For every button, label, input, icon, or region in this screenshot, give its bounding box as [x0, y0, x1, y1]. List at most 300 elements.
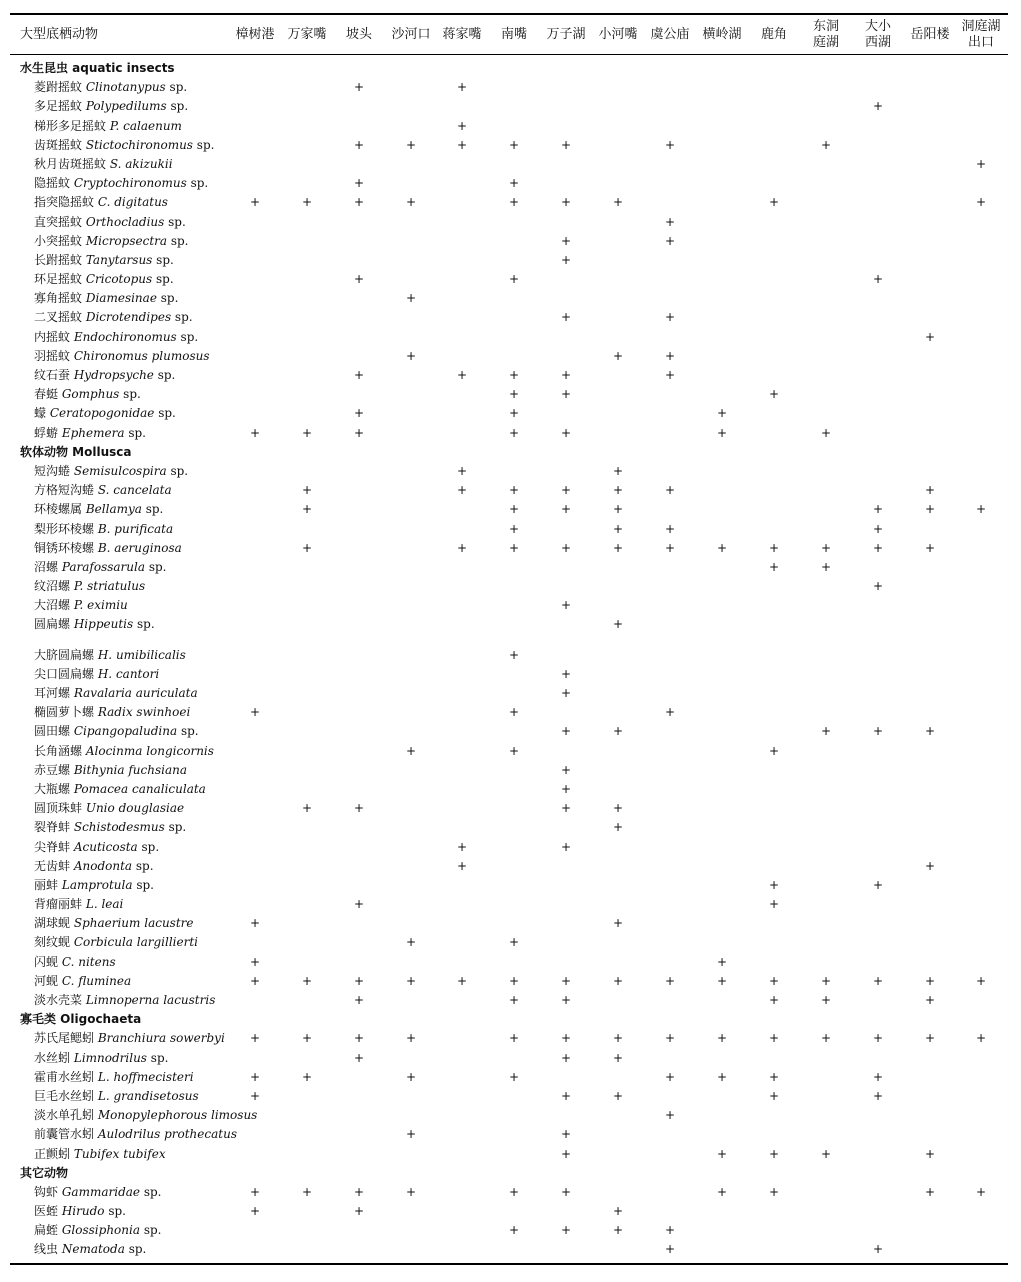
species-latin-name: Tubifex tubifex: [73, 1146, 166, 1161]
presence-mark: +: [612, 1223, 624, 1238]
species-chinese-name: 苏氏尾鳃蚓: [34, 1031, 95, 1046]
species-latin-name: Limnodrilus: [73, 1050, 147, 1065]
table-row: [10, 577, 1008, 596]
presence-mark: +: [975, 1184, 987, 1199]
presence-mark: +: [249, 916, 261, 931]
species-chinese-name: 扁蛭: [34, 1223, 59, 1238]
presence-mark: +: [353, 1204, 365, 1219]
species-chinese-name: 沼螺: [34, 559, 59, 574]
species-latin-name: Micropsectra: [85, 233, 168, 248]
presence-mark: +: [612, 801, 624, 816]
species-name: [34, 953, 116, 972]
presence-mark: +: [612, 1204, 624, 1219]
presence-mark: +: [924, 973, 936, 988]
species-latin-name: Anodonta: [73, 858, 133, 873]
table-row: [10, 818, 1008, 837]
presence-mark: +: [612, 348, 624, 363]
species-chinese-name: 水丝蚓: [34, 1050, 71, 1065]
species-name: [34, 991, 215, 1010]
presence-mark: +: [664, 1223, 676, 1238]
species-chinese-name: 闪蚬: [34, 954, 59, 969]
table-row: [10, 1068, 1008, 1087]
species-latin-name: Nematoda: [61, 1242, 125, 1257]
table-row: [10, 481, 1008, 500]
species-chinese-name: 长角涵螺: [34, 743, 83, 758]
presence-mark: +: [249, 195, 261, 210]
presence-mark: +: [456, 540, 468, 555]
table-body: [10, 55, 1008, 1263]
presence-mark: +: [301, 483, 313, 498]
species-latin-name: C. fluminea: [61, 973, 132, 988]
species-chinese-name: 羽摇蚊: [34, 348, 71, 363]
presence-mark: +: [301, 1031, 313, 1046]
table-row: [10, 366, 1008, 385]
species-latin-name: Semisulcospira: [73, 463, 167, 478]
presence-mark: +: [664, 973, 676, 988]
species-suffix: sp.: [124, 1242, 147, 1257]
presence-mark: +: [820, 993, 832, 1007]
table-bottom-rule: [10, 1263, 1008, 1265]
species-latin-name: Limnoperna lacustris: [85, 993, 216, 1007]
presence-mark: +: [872, 540, 884, 555]
presence-mark: +: [405, 743, 417, 758]
presence-mark: +: [508, 521, 520, 536]
presence-mark: +: [249, 705, 261, 720]
presence-mark: +: [249, 954, 261, 969]
section-header-row: [10, 1010, 1008, 1029]
table-row: [10, 1106, 1008, 1125]
species-latin-name: H. umibilicalis: [97, 647, 186, 662]
species-latin-name: B. purificata: [97, 521, 174, 536]
table-row: [10, 251, 1008, 270]
species-latin-name: L. leai: [85, 897, 124, 912]
presence-mark: +: [353, 80, 365, 95]
table-row: [10, 972, 1008, 991]
species-latin-name: Cipangopaludina: [73, 724, 178, 739]
table-row: [10, 97, 1008, 116]
presence-mark: +: [353, 973, 365, 988]
species-latin-name: B. aeruginosa: [97, 540, 182, 555]
species-suffix: sp.: [119, 387, 141, 402]
presence-mark: +: [456, 80, 468, 95]
site-header: 横岭湖: [702, 26, 742, 42]
species-name: [34, 424, 146, 443]
presence-mark: +: [872, 724, 884, 739]
species-name: [34, 1029, 225, 1048]
presence-mark: +: [560, 993, 572, 1007]
species-latin-name: Hippeutis: [73, 617, 134, 632]
species-latin-name: P. calaenum: [109, 118, 182, 133]
species-chinese-name: 湖球蚬: [34, 916, 71, 931]
species-chinese-name: 内摇蚊: [34, 329, 71, 344]
species-chinese-name: 河蚬: [34, 973, 59, 988]
presence-mark: +: [975, 195, 987, 210]
presence-mark: +: [560, 425, 572, 440]
presence-mark: +: [456, 483, 468, 498]
presence-mark: +: [508, 1031, 520, 1046]
species-chinese-name: 刻纹蚬: [34, 935, 71, 950]
species-suffix: sp.: [154, 406, 176, 421]
species-chinese-name: 短沟蜷: [34, 463, 71, 478]
presence-mark: +: [664, 1108, 676, 1123]
presence-mark: +: [353, 368, 365, 382]
species-latin-name: Cryptochironomus: [73, 176, 187, 191]
presence-mark: +: [560, 781, 572, 796]
species-chinese-name: 隐摇蚊: [34, 176, 71, 191]
species-name: [34, 799, 184, 818]
species-name: [34, 289, 178, 308]
presence-mark: +: [664, 705, 676, 720]
presence-mark: +: [924, 1146, 936, 1161]
species-chinese-name: 圆田螺: [34, 724, 71, 739]
species-chinese-name: 耳河螺: [34, 686, 71, 700]
species-chinese-name: 裂脊蚌: [34, 820, 71, 835]
species-name: [34, 251, 174, 270]
species-suffix: sp.: [124, 425, 146, 440]
presence-mark: +: [249, 1031, 261, 1046]
species-latin-name: H. cantori: [97, 666, 160, 681]
presence-mark: +: [560, 387, 572, 402]
presence-mark: +: [924, 1184, 936, 1199]
species-name: [34, 1087, 199, 1106]
presence-mark: +: [768, 897, 780, 912]
presence-mark: +: [872, 1242, 884, 1257]
species-suffix: sp.: [166, 463, 189, 478]
species-suffix: sp.: [146, 1050, 169, 1065]
species-suffix: sp.: [141, 502, 164, 517]
presence-mark: +: [353, 1031, 365, 1046]
species-chinese-name: 蠓: [34, 406, 47, 421]
presence-mark: +: [612, 973, 624, 988]
presence-mark: +: [872, 1031, 884, 1046]
table-row: [10, 308, 1008, 327]
species-chinese-name: 椭圆萝卜螺: [34, 705, 95, 720]
species-latin-name: Aulodrilus prothecatus: [97, 1127, 237, 1142]
presence-mark: +: [924, 502, 936, 517]
table-row: [10, 703, 1008, 722]
site-header: 南嘴: [500, 26, 527, 42]
site-header: 小河嘴: [598, 26, 638, 42]
species-chinese-name: 尖脊蚌: [34, 839, 71, 854]
species-name: [34, 404, 176, 423]
site-header: 洞庭湖 出口: [961, 18, 1001, 50]
presence-mark: +: [456, 137, 468, 152]
table-row: [10, 289, 1008, 308]
presence-mark: +: [768, 1184, 780, 1199]
presence-mark: +: [353, 897, 365, 912]
species-name: [34, 174, 208, 193]
presence-mark: +: [768, 1088, 780, 1103]
species-latin-name: Alocinma longicornis: [85, 743, 214, 758]
species-chinese-name: 淡水壳菜: [34, 993, 83, 1007]
species-name: [34, 1125, 237, 1144]
table-row: [10, 1029, 1008, 1048]
species-suffix: sp.: [166, 99, 189, 114]
species-name: [34, 577, 145, 596]
species-name: [34, 213, 186, 232]
presence-mark: +: [664, 540, 676, 555]
species-chinese-name: 圆扁螺: [34, 617, 71, 632]
table-row: [10, 117, 1008, 136]
species-name: [34, 876, 154, 895]
presence-mark: +: [716, 1146, 728, 1161]
presence-mark: +: [975, 973, 987, 988]
site-header: 虞公庙: [650, 26, 690, 42]
species-name: [34, 895, 123, 914]
presence-mark: +: [975, 502, 987, 517]
presence-mark: +: [405, 195, 417, 210]
table-row: [10, 615, 1008, 634]
species-latin-name: C. nitens: [61, 954, 116, 969]
presence-mark: +: [716, 973, 728, 988]
species-name: [34, 1049, 168, 1068]
species-latin-name: C. digitatus: [97, 195, 168, 210]
table-row: [10, 799, 1008, 818]
presence-mark: +: [353, 993, 365, 1007]
presence-mark: +: [301, 1069, 313, 1084]
presence-mark: +: [664, 1069, 676, 1084]
presence-mark: +: [768, 877, 780, 892]
species-chinese-name: 环棱螺属: [34, 502, 83, 517]
presence-mark: +: [872, 973, 884, 988]
species-name: [34, 742, 214, 761]
presence-mark: +: [508, 743, 520, 758]
presence-mark: +: [560, 483, 572, 498]
presence-mark: +: [664, 368, 676, 382]
site-header: 万子湖: [546, 26, 586, 42]
presence-mark: +: [664, 137, 676, 152]
presence-mark: +: [820, 425, 832, 440]
presence-mark: +: [560, 368, 572, 382]
presence-mark: +: [924, 329, 936, 344]
species-suffix: sp.: [104, 1204, 126, 1219]
presence-mark: +: [353, 272, 365, 287]
species-name: [34, 193, 168, 212]
species-chinese-name: 背瘤丽蚌: [34, 897, 83, 912]
species-suffix: sp.: [164, 820, 187, 835]
presence-mark: +: [924, 483, 936, 498]
table-row: [10, 1049, 1008, 1068]
presence-mark: +: [560, 762, 572, 777]
table-row: [10, 761, 1008, 780]
table-row: [10, 953, 1008, 972]
site-header: 岳阳楼: [910, 26, 950, 42]
presence-mark: +: [872, 502, 884, 517]
presence-mark: +: [872, 579, 884, 594]
presence-mark: +: [768, 993, 780, 1007]
presence-mark: +: [872, 1088, 884, 1103]
table-row: [10, 596, 1008, 615]
species-latin-name: Hirudo: [61, 1204, 105, 1219]
presence-mark: +: [456, 839, 468, 854]
species-chinese-name: 直突摇蚊: [34, 214, 83, 229]
table-row: [10, 722, 1008, 741]
table-row: [10, 136, 1008, 155]
presence-mark: +: [249, 973, 261, 988]
presence-mark: +: [508, 368, 520, 382]
species-suffix: sp.: [177, 724, 199, 739]
presence-mark: +: [820, 540, 832, 555]
presence-mark: +: [768, 387, 780, 402]
site-header: 鹿角: [760, 26, 787, 42]
presence-mark: +: [249, 1184, 261, 1199]
table-row: [10, 78, 1008, 97]
table-row: [10, 424, 1008, 443]
species-name: [34, 1068, 194, 1087]
presence-mark: +: [508, 993, 520, 1007]
table-row: [10, 328, 1008, 347]
species-latin-name: Orthocladius: [85, 214, 165, 229]
species-latin-name: Diamesinae: [85, 291, 157, 306]
species-latin-name: Ravalaria auriculata: [73, 686, 198, 700]
species-suffix: sp.: [137, 839, 160, 854]
species-name: [34, 1183, 161, 1202]
site-header: 沙河口: [391, 26, 431, 42]
species-name: [34, 1221, 161, 1240]
presence-mark: +: [405, 1031, 417, 1046]
species-latin-name: Sphaerium lacustre: [73, 916, 194, 931]
presence-mark: +: [508, 406, 520, 421]
species-latin-name: Pomacea canaliculata: [73, 781, 206, 796]
presence-mark: +: [560, 252, 572, 267]
species-latin-name: Gammaridae: [61, 1184, 141, 1199]
presence-mark: +: [716, 540, 728, 555]
presence-mark: +: [768, 195, 780, 210]
species-chinese-name: 纹沼螺: [34, 579, 71, 594]
species-chinese-name: 梯形多足摇蚊: [34, 118, 107, 133]
presence-mark: +: [612, 502, 624, 517]
presence-mark: +: [560, 540, 572, 555]
table-row: [10, 914, 1008, 933]
species-chinese-name: 铜锈环棱螺: [34, 540, 95, 555]
presence-mark: +: [664, 483, 676, 498]
presence-mark: +: [508, 502, 520, 517]
species-chinese-name: 蜉蝣: [34, 425, 59, 440]
presence-mark: +: [560, 195, 572, 210]
species-chinese-name: 纹石蚕: [34, 368, 71, 382]
species-chinese-name: 正颤蚓: [34, 1146, 71, 1161]
presence-mark: +: [508, 272, 520, 287]
presence-mark: +: [508, 705, 520, 720]
species-chinese-name: 医蛭: [34, 1204, 59, 1219]
species-latin-name: Radix swinhoei: [97, 705, 191, 720]
species-chinese-name: 赤豆螺: [34, 762, 71, 777]
presence-mark: +: [820, 559, 832, 574]
species-chinese-name: 齿斑摇蚊: [34, 137, 83, 152]
species-latin-name: Unio douglasiae: [85, 801, 185, 816]
species-suffix: sp.: [140, 1184, 162, 1199]
species-name: [34, 308, 193, 327]
species-name: [34, 761, 187, 780]
species-name: [34, 500, 163, 519]
presence-mark: +: [612, 483, 624, 498]
species-name: [34, 1145, 166, 1164]
species-name: [34, 722, 199, 741]
species-name: [34, 328, 198, 347]
presence-mark: +: [820, 973, 832, 988]
species-chinese-name: 梨形环棱螺: [34, 521, 95, 536]
species-name: [34, 155, 173, 174]
table-row: [10, 991, 1008, 1010]
presence-mark: +: [508, 425, 520, 440]
species-latin-name: Gomphus: [61, 387, 120, 402]
presence-mark: +: [560, 598, 572, 613]
species-suffix: sp.: [164, 214, 186, 229]
table-row: [10, 780, 1008, 799]
presence-mark: +: [405, 973, 417, 988]
presence-mark: +: [560, 1127, 572, 1142]
presence-mark: +: [405, 1069, 417, 1084]
presence-mark: +: [508, 1184, 520, 1199]
species-chinese-name: 霍甫水丝蚓: [34, 1069, 95, 1084]
species-chinese-name: 大脐圆扁螺: [34, 647, 95, 662]
species-chinese-name: 巨毛水丝蚓: [34, 1088, 95, 1103]
table-row: [10, 404, 1008, 423]
presence-mark: +: [353, 1050, 365, 1065]
presence-mark: +: [405, 291, 417, 306]
species-latin-name: Acuticosta: [73, 839, 138, 854]
species-name: [34, 838, 159, 857]
presence-mark: +: [820, 137, 832, 152]
section-header-row: [10, 59, 1008, 78]
table-row: [10, 1145, 1008, 1164]
species-chinese-name: 小突摇蚊: [34, 233, 83, 248]
species-latin-name: Parafossarula: [61, 559, 146, 574]
presence-mark: +: [872, 99, 884, 114]
species-latin-name: Polypedilums: [85, 99, 167, 114]
section-title: 其它动物: [20, 1165, 69, 1180]
presence-mark: +: [820, 724, 832, 739]
species-chinese-name: 环足摇蚊: [34, 272, 83, 287]
table-row: [10, 646, 1008, 665]
species-name: [34, 1106, 257, 1125]
presence-mark: +: [924, 858, 936, 873]
presence-mark: +: [456, 858, 468, 873]
presence-mark: +: [508, 647, 520, 662]
table-row: [10, 1240, 1008, 1259]
species-name: [34, 780, 206, 799]
species-suffix: sp.: [156, 291, 179, 306]
table-row: [10, 500, 1008, 519]
table-row: [10, 857, 1008, 876]
species-name: [34, 914, 194, 933]
presence-mark: +: [405, 935, 417, 950]
species-name: [34, 520, 173, 539]
presence-mark: +: [612, 1088, 624, 1103]
table-row: [10, 232, 1008, 251]
presence-mark: +: [612, 1031, 624, 1046]
species-suffix: sp.: [186, 176, 209, 191]
species-chinese-name: 寡角摇蚊: [34, 291, 83, 306]
species-latin-name: Chironomus plumosus: [73, 348, 210, 363]
presence-mark: +: [353, 425, 365, 440]
presence-mark: +: [768, 559, 780, 574]
species-suffix: sp.: [152, 252, 174, 267]
table-header-row: [10, 15, 1008, 54]
table-row: [10, 684, 1008, 703]
presence-mark: +: [716, 406, 728, 421]
species-name: [34, 646, 186, 665]
presence-mark: +: [612, 820, 624, 835]
table-row: [10, 1087, 1008, 1106]
table-row: [10, 742, 1008, 761]
species-suffix: sp.: [140, 1223, 162, 1238]
presence-mark: +: [301, 502, 313, 517]
presence-mark: +: [664, 214, 676, 229]
species-latin-name: Schistodesmus: [73, 820, 165, 835]
table-row: [10, 1221, 1008, 1240]
species-latin-name: Glossiphonia: [61, 1223, 141, 1238]
